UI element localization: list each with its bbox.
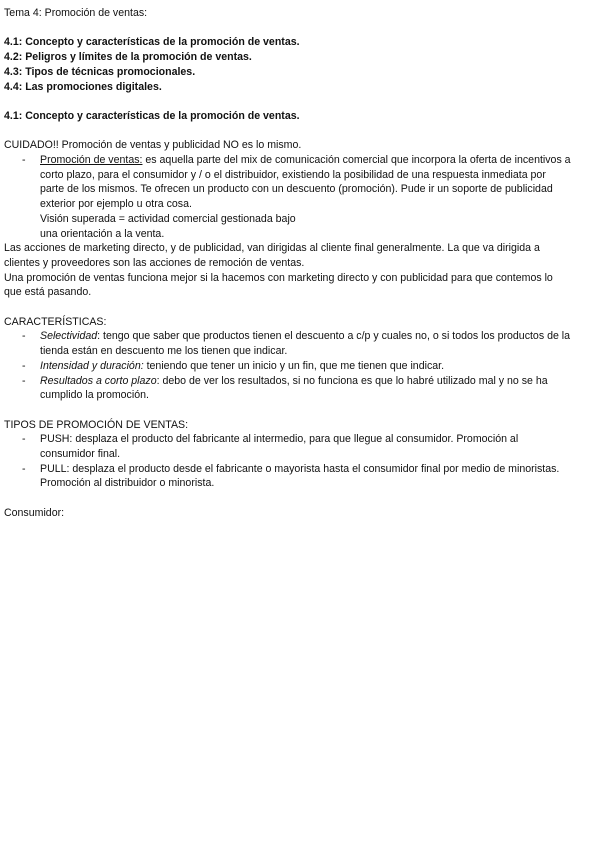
list-dash: - xyxy=(22,374,26,387)
type-item-pull xyxy=(4,462,596,491)
definition-line xyxy=(40,153,596,168)
definition-term: Promoción de ventas: xyxy=(40,153,143,166)
toc-item-4-3: 4.3: Tipos de técnicas promocionales. xyxy=(4,65,196,78)
characteristic-item xyxy=(4,374,596,403)
paragraph-line: que está pasando. xyxy=(4,286,92,299)
spacer xyxy=(4,94,596,109)
type-line: PULL: desplaza el producto desde el fabricante o mayorista hasta el consumidor final por medio de minoristas. xyxy=(40,462,560,475)
type-line: Promoción al distribuidor o minorista. xyxy=(40,477,215,490)
characteristic-line xyxy=(40,329,596,344)
paragraph-line: Una promoción de ventas funciona mejor si la hacemos con marketing directo y con publicidad para que contemos lo xyxy=(4,271,553,284)
characteristic-text: : tengo que saber que productos tienen el descuento a c/p y cuales no, o si todos los productos de la xyxy=(97,330,571,343)
characteristic-line: tienda están en descuento me los tienen que indicar. xyxy=(40,345,288,358)
list-dash: - xyxy=(22,462,26,475)
characteristic-term: Intensidad y duración: xyxy=(40,359,144,372)
spacer xyxy=(4,491,596,506)
caution-text: CUIDADO!! Promoción de ventas y publicidad NO es lo mismo. xyxy=(4,139,302,152)
paragraph-line: clientes y proveedores son las acciones de remoción de ventas. xyxy=(4,256,305,269)
characteristic-text: teniendo que tener un inicio y un fin, que me tienen que indicar. xyxy=(143,359,445,372)
characteristic-term: Resultados a corto plazo xyxy=(40,374,157,387)
spacer xyxy=(4,124,596,139)
characteristic-term: Selectividad xyxy=(40,330,98,343)
list-dash: - xyxy=(22,153,26,166)
definition-text: es aquella parte del mix de comunicación comercial que incorpora la oferta de incentivos a xyxy=(142,153,571,166)
characteristic-item xyxy=(4,359,596,374)
list-dash: - xyxy=(22,359,26,372)
characteristics-list xyxy=(4,329,596,403)
type-line: PUSH: desplaza el producto del fabricante al intermedio, para que llegue al consumidor. Promoción al xyxy=(40,433,519,446)
definition-list xyxy=(4,153,596,241)
spacer xyxy=(4,300,596,315)
characteristic-line xyxy=(40,374,596,389)
characteristic-line: cumplido la promoción. xyxy=(40,389,149,402)
definition-line: parte de los mismos. Te ofrecen un producto con un descuento (promoción). Pude ir un soporte de publicidad xyxy=(40,183,553,196)
types-list xyxy=(4,432,596,491)
spacer xyxy=(4,403,596,418)
characteristic-line xyxy=(40,359,596,374)
definition-line: exterior por ejemplo u otra cosa. xyxy=(40,198,192,211)
section-heading: 4.1: Concepto y características de la promoción de ventas. xyxy=(4,109,300,122)
list-dash: - xyxy=(22,330,26,343)
spacer xyxy=(4,21,596,36)
types-heading: TIPOS DE PROMOCIÓN DE VENTAS: xyxy=(4,418,189,431)
final-label: Consumidor: xyxy=(4,506,65,519)
vision-line: Visión superada = actividad comercial gestionada bajo xyxy=(40,212,296,225)
definition-line: corto plazo, para el consumidor y / o el distribuidor, existiendo la posibilidad de una respuesta inmediata por xyxy=(40,168,546,181)
list-dash: - xyxy=(22,433,26,446)
type-line: consumidor final. xyxy=(40,448,121,461)
vision-line: una orientación a la venta. xyxy=(40,227,165,240)
document-title: Tema 4: Promoción de ventas: xyxy=(4,7,148,19)
characteristic-item xyxy=(4,329,596,358)
toc-item-4-2: 4.2: Peligros y límites de la promoción de ventas. xyxy=(4,51,252,64)
toc-item-4-1: 4.1: Concepto y características de la promoción de ventas. xyxy=(4,36,300,49)
document-page xyxy=(4,6,596,521)
type-item-push xyxy=(4,432,596,461)
characteristics-heading: CARACTERÍSTICAS: xyxy=(4,315,107,328)
toc-item-4-4: 4.4: Las promociones digitales. xyxy=(4,80,162,93)
paragraph-line: Las acciones de marketing directo, y de publicidad, van dirigidas al cliente final generalmente. La que va dirigida a xyxy=(4,242,540,255)
definition-item xyxy=(4,153,596,241)
characteristic-text: : debo de ver los resultados, si no funciona es que lo habré utilizado mal y no se ha xyxy=(156,374,548,387)
